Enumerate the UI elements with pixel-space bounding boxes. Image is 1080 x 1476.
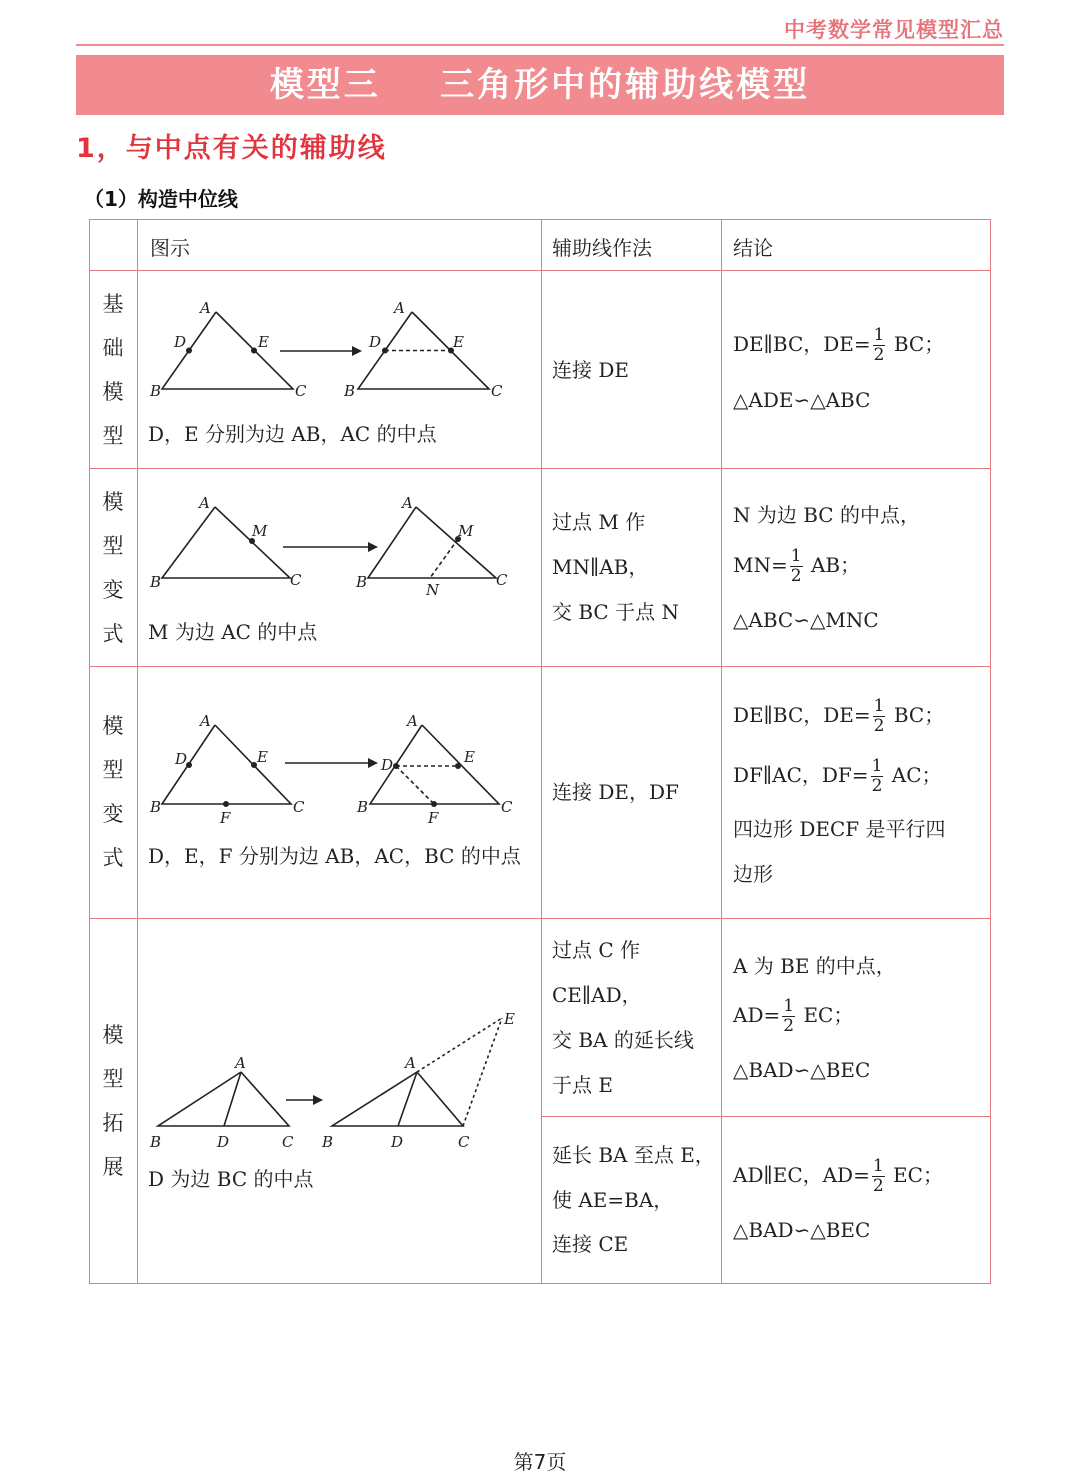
table-col-divider bbox=[137, 219, 138, 1284]
svg-text:A: A bbox=[405, 1054, 416, 1072]
figure-variant-2 bbox=[140, 700, 540, 840]
svg-text:M: M bbox=[458, 522, 474, 540]
svg-text:E: E bbox=[257, 748, 268, 766]
conclusion-line: A 为 BE 的中点， bbox=[733, 954, 896, 978]
svg-text:E: E bbox=[453, 333, 464, 351]
table-row-divider bbox=[89, 918, 991, 919]
conclusion-line: MN= $\frac{1}{2}$ AB； bbox=[733, 546, 861, 586]
figure-caption: D 为边 BC 的中点 bbox=[148, 1167, 314, 1191]
conclusion-line: △BAD∽△BEC bbox=[733, 1058, 871, 1082]
method-text: 延长 BA 至点 E， bbox=[552, 1143, 715, 1167]
header-method: 辅助线作法 bbox=[552, 236, 652, 260]
svg-text:B: B bbox=[356, 573, 368, 591]
method-text: 过点 C 作 bbox=[552, 938, 641, 962]
svg-text:C: C bbox=[295, 382, 307, 400]
method-text: 交 BC 于点 N bbox=[552, 600, 679, 624]
figure-caption: D，E 分别为边 AB，AC 的中点 bbox=[148, 422, 437, 446]
svg-text:B: B bbox=[150, 798, 162, 816]
method-text: 连接 DE bbox=[552, 358, 629, 382]
svg-text:D: D bbox=[381, 756, 394, 774]
conclusion-line: DE∥BC，DE= $\frac{1}{2}$ BC； bbox=[733, 325, 945, 365]
conclusion-line: △BAD∽△BEC bbox=[733, 1218, 871, 1242]
svg-text:N: N bbox=[426, 581, 440, 599]
svg-text:B: B bbox=[150, 1133, 162, 1151]
svg-text:D: D bbox=[175, 750, 188, 768]
table-col-divider bbox=[721, 219, 722, 1284]
svg-text:A: A bbox=[402, 494, 413, 512]
svg-text:F: F bbox=[220, 809, 231, 827]
svg-text:C: C bbox=[293, 798, 305, 816]
table-subrow-divider bbox=[541, 1116, 991, 1117]
row-label-basic-model: 基 础 模 型 bbox=[102, 292, 124, 448]
svg-text:C: C bbox=[290, 571, 302, 589]
svg-text:B: B bbox=[344, 382, 356, 400]
svg-text:A: A bbox=[394, 299, 405, 317]
svg-text:A: A bbox=[200, 299, 211, 317]
svg-text:A: A bbox=[200, 712, 211, 730]
figure-caption: D，E，F 分别为边 AB，AC，BC 的中点 bbox=[148, 844, 521, 868]
conclusion-line: N 为边 BC 的中点， bbox=[733, 503, 920, 527]
conclusion-line: 四边形 DECF 是平行四 bbox=[733, 817, 946, 841]
section-title: 1，与中点有关的辅助线 bbox=[76, 133, 387, 164]
svg-text:E: E bbox=[258, 333, 269, 351]
header-figure: 图示 bbox=[150, 236, 190, 260]
method-text: 过点 M 作 bbox=[552, 510, 646, 534]
figure-caption: M 为边 AC 的中点 bbox=[148, 620, 318, 644]
chapter-banner: 模型三 三角形中的辅助线模型 bbox=[76, 55, 1004, 115]
header-divider bbox=[76, 44, 1004, 46]
row-label-variant-2: 模 型 变 式 bbox=[102, 714, 124, 870]
method-text: 于点 E bbox=[552, 1073, 613, 1097]
method-text: 连接 DE，DF bbox=[552, 780, 679, 804]
conclusion-line: AD= $\frac{1}{2}$ EC； bbox=[733, 996, 854, 1036]
method-text: CE∥AD， bbox=[552, 983, 642, 1007]
figure-basic-model bbox=[140, 275, 540, 415]
table-row-divider bbox=[89, 468, 991, 469]
svg-text:E: E bbox=[464, 748, 475, 766]
document-header-title: 中考数学常见模型汇总 bbox=[784, 18, 1004, 42]
svg-text:C: C bbox=[496, 571, 508, 589]
svg-text:A: A bbox=[199, 494, 210, 512]
svg-text:C: C bbox=[491, 382, 503, 400]
method-text: 使 AE=BA， bbox=[552, 1188, 674, 1212]
conclusion-line: AD∥EC，AD= $\frac{1}{2}$ EC； bbox=[733, 1156, 943, 1196]
svg-text:B: B bbox=[150, 382, 162, 400]
svg-text:D: D bbox=[391, 1133, 404, 1151]
row-label-extension: 模 型 拓 展 bbox=[102, 1023, 124, 1179]
row-label-variant-1: 模 型 变 式 bbox=[102, 490, 124, 646]
svg-text:B: B bbox=[322, 1133, 334, 1151]
figure-extension bbox=[140, 1000, 540, 1160]
svg-text:A: A bbox=[235, 1054, 246, 1072]
method-text: MN∥AB， bbox=[552, 555, 649, 579]
conclusion-line: DF∥AC，DF= $\frac{1}{2}$ AC； bbox=[733, 756, 942, 796]
svg-text:B: B bbox=[150, 573, 162, 591]
svg-text:F: F bbox=[428, 809, 439, 827]
svg-text:B: B bbox=[357, 798, 369, 816]
svg-text:D: D bbox=[369, 333, 382, 351]
conclusion-line: △ADE∽△ABC bbox=[733, 388, 871, 412]
subsection-title: （1）构造中位线 bbox=[84, 187, 238, 211]
svg-text:C: C bbox=[501, 798, 513, 816]
page-number: 第7页 bbox=[513, 1450, 567, 1474]
svg-text:M: M bbox=[252, 522, 268, 540]
table-col-divider bbox=[541, 219, 542, 1284]
svg-text:A: A bbox=[407, 712, 418, 730]
method-text: 交 BA 的延长线 bbox=[552, 1028, 694, 1052]
svg-text:C: C bbox=[458, 1133, 470, 1151]
method-text: 连接 CE bbox=[552, 1232, 629, 1256]
figure-variant-1 bbox=[140, 472, 540, 612]
table-row-divider bbox=[89, 666, 991, 667]
svg-text:E: E bbox=[504, 1010, 515, 1028]
svg-text:D: D bbox=[217, 1133, 230, 1151]
svg-text:D: D bbox=[174, 333, 187, 351]
conclusion-line: 边形 bbox=[733, 862, 773, 886]
conclusion-line: △ABC∽△MNC bbox=[733, 608, 879, 632]
table-row-divider bbox=[89, 270, 991, 271]
header-conclusion: 结论 bbox=[733, 236, 773, 260]
svg-text:C: C bbox=[282, 1133, 294, 1151]
conclusion-line: DE∥BC，DE= $\frac{1}{2}$ BC； bbox=[733, 696, 945, 736]
